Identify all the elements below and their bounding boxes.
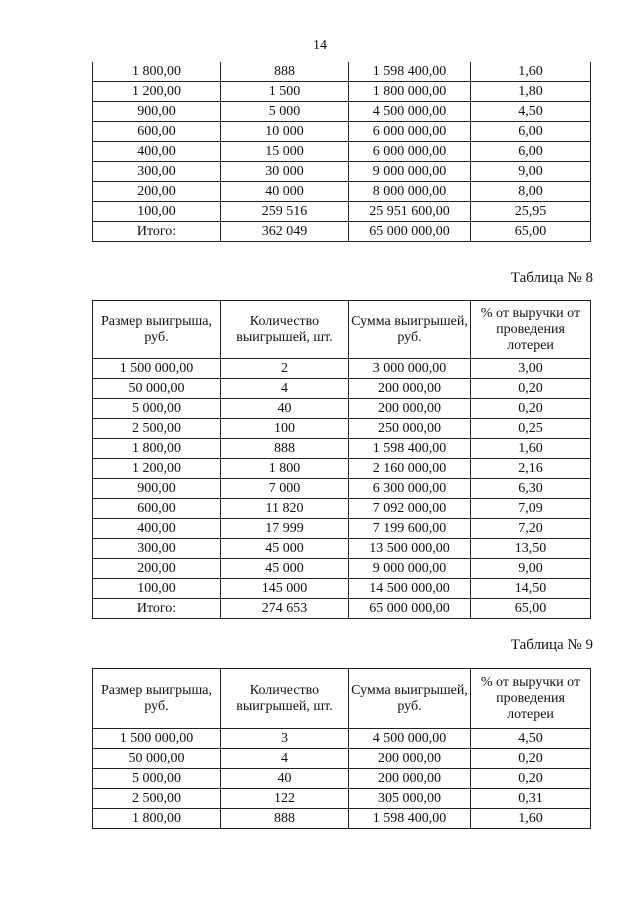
revenue-percent-cell: 2,16	[471, 459, 591, 479]
prize-size-cell: 2 500,00	[93, 789, 221, 809]
table-row	[93, 579, 591, 599]
prize-count-cell: 40	[221, 769, 349, 789]
prize-table-continued	[92, 62, 591, 242]
prize-count-cell: 5 000	[221, 102, 349, 122]
prize-sum-cell: 8 000 000,00	[349, 182, 471, 202]
prize-size-cell: 1 800,00	[93, 439, 221, 459]
prize-size-cell: 5 000,00	[93, 399, 221, 419]
revenue-percent-cell: 8,00	[471, 182, 591, 202]
table-row	[93, 162, 591, 182]
prize-size-cell: 50 000,00	[93, 749, 221, 769]
prize-sum-cell: 1 800 000,00	[349, 82, 471, 102]
prize-count-cell: 10 000	[221, 122, 349, 142]
revenue-percent-cell: 0,20	[471, 399, 591, 419]
prize-count-cell: 3	[221, 729, 349, 749]
prize-size-cell: 1 200,00	[93, 459, 221, 479]
prize-count-cell: 4	[221, 749, 349, 769]
prize-count-cell: 1 800	[221, 459, 349, 479]
prize-size-cell: 400,00	[93, 519, 221, 539]
prize-size-cell: 1 800,00	[93, 809, 221, 829]
prize-size-cell: 5 000,00	[93, 769, 221, 789]
revenue-percent-cell: 9,00	[471, 162, 591, 182]
prize-sum-cell: 9 000 000,00	[349, 162, 471, 182]
header-prize-count: Количество выигрышей, шт.	[221, 669, 349, 729]
revenue-percent-cell: 9,00	[471, 559, 591, 579]
revenue-percent-cell: 1,60	[471, 809, 591, 829]
total-row	[93, 599, 591, 619]
revenue-percent-cell: 1,60	[471, 62, 591, 82]
prize-sum-cell: 7 199 600,00	[349, 519, 471, 539]
revenue-percent-cell: 25,95	[471, 202, 591, 222]
table-row	[93, 729, 591, 749]
prize-count-cell: 888	[221, 439, 349, 459]
prize-sum-cell: 200 000,00	[349, 749, 471, 769]
prize-sum-cell: 6 000 000,00	[349, 142, 471, 162]
header-row	[93, 301, 591, 359]
revenue-percent-cell: 6,00	[471, 122, 591, 142]
table-row	[93, 122, 591, 142]
prize-count-cell: 17 999	[221, 519, 349, 539]
prize-size-cell: 1 200,00	[93, 82, 221, 102]
prize-count-cell: 15 000	[221, 142, 349, 162]
table-row	[93, 379, 591, 399]
prize-size-cell: 1 500 000,00	[93, 729, 221, 749]
prize-size-cell: 50 000,00	[93, 379, 221, 399]
table-8-caption: Таблица № 8	[510, 270, 593, 286]
prize-table-9	[92, 668, 591, 829]
revenue-percent-cell: 65,00	[471, 599, 591, 619]
prize-size-cell: 300,00	[93, 539, 221, 559]
prize-sum-cell: 65 000 000,00	[349, 222, 471, 242]
prize-size-cell: 1 500 000,00	[93, 359, 221, 379]
prize-sum-cell: 9 000 000,00	[349, 559, 471, 579]
prize-count-cell: 145 000	[221, 579, 349, 599]
prize-sum-cell: 1 598 400,00	[349, 439, 471, 459]
prize-size-cell: Итого:	[93, 599, 221, 619]
table-row	[93, 182, 591, 202]
prize-count-cell: 888	[221, 62, 349, 82]
prize-size-cell: 2 500,00	[93, 419, 221, 439]
prize-count-cell: 1 500	[221, 82, 349, 102]
table-row	[93, 102, 591, 122]
table-row	[93, 539, 591, 559]
prize-count-cell: 100	[221, 419, 349, 439]
prize-count-cell: 362 049	[221, 222, 349, 242]
prize-size-cell: 900,00	[93, 102, 221, 122]
header-prize-count: Количество выигрышей, шт.	[221, 301, 349, 359]
prize-count-cell: 2	[221, 359, 349, 379]
table-row	[93, 202, 591, 222]
header-prize-size: Размер выигрыша, руб.	[93, 301, 221, 359]
prize-sum-cell: 1 598 400,00	[349, 809, 471, 829]
table-row	[93, 769, 591, 789]
prize-count-cell: 888	[221, 809, 349, 829]
table-row	[93, 359, 591, 379]
prize-size-cell: 400,00	[93, 142, 221, 162]
prize-sum-cell: 250 000,00	[349, 419, 471, 439]
total-row	[93, 222, 591, 242]
prize-count-cell: 40	[221, 399, 349, 419]
prize-sum-cell: 7 092 000,00	[349, 499, 471, 519]
header-revenue-percent: % от выручки от проведения лотереи	[471, 301, 591, 359]
header-prize-sum: Сумма выигрышей, руб.	[349, 301, 471, 359]
table-row	[93, 559, 591, 579]
prize-sum-cell: 13 500 000,00	[349, 539, 471, 559]
revenue-percent-cell: 6,00	[471, 142, 591, 162]
revenue-percent-cell: 3,00	[471, 359, 591, 379]
prize-sum-cell: 3 000 000,00	[349, 359, 471, 379]
revenue-percent-cell: 0,20	[471, 769, 591, 789]
prize-sum-cell: 65 000 000,00	[349, 599, 471, 619]
table-row	[93, 479, 591, 499]
prize-sum-cell: 4 500 000,00	[349, 102, 471, 122]
table-row	[93, 399, 591, 419]
table-row	[93, 749, 591, 769]
revenue-percent-cell: 13,50	[471, 539, 591, 559]
page-number: 14	[313, 38, 327, 53]
revenue-percent-cell: 1,80	[471, 82, 591, 102]
revenue-percent-cell: 14,50	[471, 579, 591, 599]
prize-sum-cell: 6 000 000,00	[349, 122, 471, 142]
table-row	[93, 439, 591, 459]
header-prize-sum: Сумма выигрышей, руб.	[349, 669, 471, 729]
revenue-percent-cell: 1,60	[471, 439, 591, 459]
table-row	[93, 499, 591, 519]
prize-size-cell: 900,00	[93, 479, 221, 499]
header-revenue-percent: % от выручки от проведения лотереи	[471, 669, 591, 729]
prize-size-cell: 1 800,00	[93, 62, 221, 82]
prize-sum-cell: 200 000,00	[349, 379, 471, 399]
revenue-percent-cell: 6,30	[471, 479, 591, 499]
prize-size-cell: Итого:	[93, 222, 221, 242]
prize-size-cell: 100,00	[93, 579, 221, 599]
revenue-percent-cell: 65,00	[471, 222, 591, 242]
prize-sum-cell: 200 000,00	[349, 769, 471, 789]
prize-sum-cell: 6 300 000,00	[349, 479, 471, 499]
prize-size-cell: 300,00	[93, 162, 221, 182]
header-prize-size: Размер выигрыша, руб.	[93, 669, 221, 729]
table-row	[93, 459, 591, 479]
revenue-percent-cell: 7,20	[471, 519, 591, 539]
revenue-percent-cell: 0,20	[471, 749, 591, 769]
revenue-percent-cell: 4,50	[471, 729, 591, 749]
prize-sum-cell: 25 951 600,00	[349, 202, 471, 222]
table-row	[93, 62, 591, 82]
revenue-percent-cell: 0,31	[471, 789, 591, 809]
table-row	[93, 419, 591, 439]
prize-size-cell: 200,00	[93, 182, 221, 202]
prize-count-cell: 7 000	[221, 479, 349, 499]
prize-sum-cell: 1 598 400,00	[349, 62, 471, 82]
revenue-percent-cell: 7,09	[471, 499, 591, 519]
prize-size-cell: 600,00	[93, 122, 221, 142]
table-row	[93, 809, 591, 829]
revenue-percent-cell: 0,20	[471, 379, 591, 399]
prize-sum-cell: 305 000,00	[349, 789, 471, 809]
prize-count-cell: 30 000	[221, 162, 349, 182]
prize-count-cell: 122	[221, 789, 349, 809]
prize-sum-cell: 2 160 000,00	[349, 459, 471, 479]
revenue-percent-cell: 4,50	[471, 102, 591, 122]
prize-sum-cell: 4 500 000,00	[349, 729, 471, 749]
revenue-percent-cell: 0,25	[471, 419, 591, 439]
prize-count-cell: 259 516	[221, 202, 349, 222]
table-row	[93, 789, 591, 809]
prize-count-cell: 4	[221, 379, 349, 399]
prize-count-cell: 45 000	[221, 539, 349, 559]
prize-count-cell: 40 000	[221, 182, 349, 202]
prize-count-cell: 45 000	[221, 559, 349, 579]
prize-count-cell: 274 653	[221, 599, 349, 619]
prize-count-cell: 11 820	[221, 499, 349, 519]
header-row	[93, 669, 591, 729]
prize-size-cell: 600,00	[93, 499, 221, 519]
table-9-caption: Таблица № 9	[510, 637, 593, 653]
table-row	[93, 142, 591, 162]
prize-sum-cell: 200 000,00	[349, 399, 471, 419]
prize-size-cell: 200,00	[93, 559, 221, 579]
table-row	[93, 519, 591, 539]
table-row	[93, 82, 591, 102]
prize-sum-cell: 14 500 000,00	[349, 579, 471, 599]
prize-table-8	[92, 300, 591, 619]
prize-size-cell: 100,00	[93, 202, 221, 222]
